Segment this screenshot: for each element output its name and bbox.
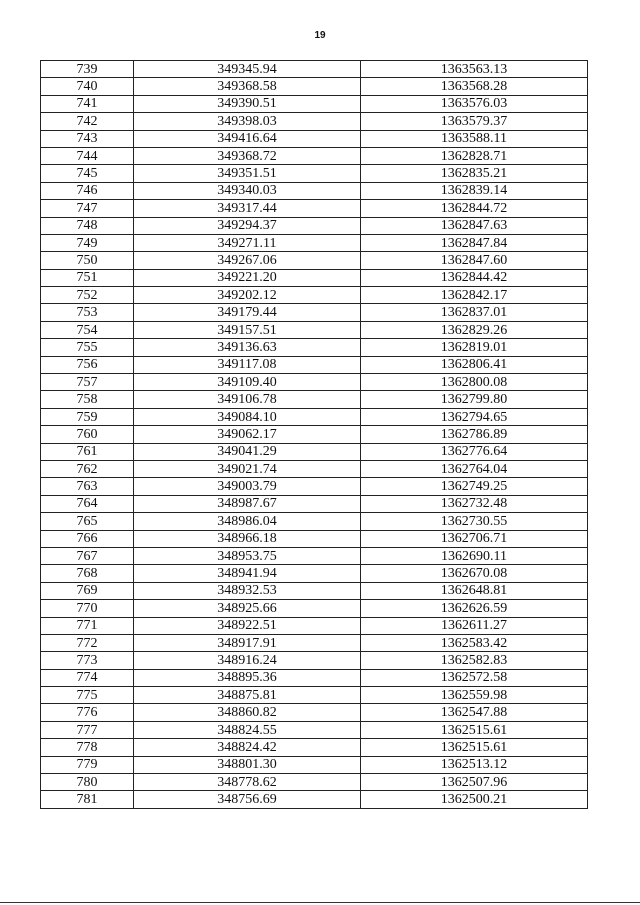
y-coordinate-cell: 1362730.55	[361, 513, 588, 530]
point-number-cell: 760	[41, 426, 134, 443]
y-coordinate-cell: 1362500.21	[361, 791, 588, 808]
x-coordinate-cell: 349390.51	[134, 95, 361, 112]
point-number-cell: 768	[41, 565, 134, 582]
table-row	[41, 269, 588, 286]
point-number-cell: 769	[41, 582, 134, 599]
x-coordinate-cell: 349136.63	[134, 339, 361, 356]
point-number-cell: 755	[41, 339, 134, 356]
table-row	[41, 339, 588, 356]
point-number-cell: 744	[41, 147, 134, 164]
x-coordinate-cell: 348917.91	[134, 634, 361, 651]
point-number-cell: 771	[41, 617, 134, 634]
y-coordinate-cell: 1363588.11	[361, 130, 588, 147]
table-row	[41, 113, 588, 130]
y-coordinate-cell: 1362847.60	[361, 252, 588, 269]
table-row	[41, 61, 588, 78]
point-number-cell: 743	[41, 130, 134, 147]
table-row	[41, 582, 588, 599]
y-coordinate-cell: 1362844.72	[361, 200, 588, 217]
point-number-cell: 751	[41, 269, 134, 286]
table-row	[41, 547, 588, 564]
x-coordinate-cell: 348925.66	[134, 600, 361, 617]
table-row	[41, 304, 588, 321]
x-coordinate-cell: 349416.64	[134, 130, 361, 147]
page-number: 19	[314, 30, 326, 41]
point-number-cell: 776	[41, 704, 134, 721]
y-coordinate-cell: 1363563.13	[361, 61, 588, 78]
table-row	[41, 234, 588, 251]
point-number-cell: 748	[41, 217, 134, 234]
point-number-cell: 745	[41, 165, 134, 182]
x-coordinate-cell: 349021.74	[134, 460, 361, 477]
table-row	[41, 252, 588, 269]
point-number-cell: 775	[41, 687, 134, 704]
x-coordinate-cell: 348941.94	[134, 565, 361, 582]
table-row	[41, 774, 588, 791]
table-row	[41, 669, 588, 686]
point-number-cell: 778	[41, 739, 134, 756]
y-coordinate-cell: 1362839.14	[361, 182, 588, 199]
point-number-cell: 753	[41, 304, 134, 321]
point-number-cell: 758	[41, 391, 134, 408]
point-number-cell: 763	[41, 478, 134, 495]
point-number-cell: 774	[41, 669, 134, 686]
y-coordinate-cell: 1362559.98	[361, 687, 588, 704]
y-coordinate-cell: 1363568.28	[361, 78, 588, 95]
x-coordinate-cell: 349157.51	[134, 321, 361, 338]
table-row	[41, 460, 588, 477]
y-coordinate-cell: 1362547.88	[361, 704, 588, 721]
y-coordinate-cell: 1362786.89	[361, 426, 588, 443]
point-number-cell: 740	[41, 78, 134, 95]
point-number-cell: 766	[41, 530, 134, 547]
table-row	[41, 687, 588, 704]
y-coordinate-cell: 1362806.41	[361, 356, 588, 373]
point-number-cell: 750	[41, 252, 134, 269]
y-coordinate-cell: 1362828.71	[361, 147, 588, 164]
table-row	[41, 565, 588, 582]
y-coordinate-cell: 1362648.81	[361, 582, 588, 599]
table-row	[41, 617, 588, 634]
x-coordinate-cell: 349062.17	[134, 426, 361, 443]
y-coordinate-cell: 1362829.26	[361, 321, 588, 338]
table-row	[41, 721, 588, 738]
x-coordinate-cell: 348932.53	[134, 582, 361, 599]
table-row	[41, 652, 588, 669]
point-number-cell: 759	[41, 408, 134, 425]
y-coordinate-cell: 1362837.01	[361, 304, 588, 321]
x-coordinate-cell: 349351.51	[134, 165, 361, 182]
x-coordinate-cell: 349117.08	[134, 356, 361, 373]
table-row	[41, 791, 588, 808]
coordinates-table	[40, 60, 588, 809]
x-coordinate-cell: 348875.81	[134, 687, 361, 704]
x-coordinate-cell: 348987.67	[134, 495, 361, 512]
table-row	[41, 200, 588, 217]
table-row	[41, 426, 588, 443]
point-number-cell: 742	[41, 113, 134, 130]
x-coordinate-cell: 349317.44	[134, 200, 361, 217]
y-coordinate-cell: 1362764.04	[361, 460, 588, 477]
table-row	[41, 600, 588, 617]
point-number-cell: 754	[41, 321, 134, 338]
x-coordinate-cell: 349221.20	[134, 269, 361, 286]
point-number-cell: 779	[41, 756, 134, 773]
x-coordinate-cell: 348778.62	[134, 774, 361, 791]
x-coordinate-cell: 349340.03	[134, 182, 361, 199]
x-coordinate-cell: 348966.18	[134, 530, 361, 547]
y-coordinate-cell: 1362844.42	[361, 269, 588, 286]
point-number-cell: 765	[41, 513, 134, 530]
table-row	[41, 287, 588, 304]
table-row	[41, 147, 588, 164]
x-coordinate-cell: 348824.42	[134, 739, 361, 756]
bottom-rule	[0, 902, 640, 903]
point-number-cell: 772	[41, 634, 134, 651]
point-number-cell: 761	[41, 443, 134, 460]
point-number-cell: 757	[41, 374, 134, 391]
y-coordinate-cell: 1362670.08	[361, 565, 588, 582]
y-coordinate-cell: 1363579.37	[361, 113, 588, 130]
y-coordinate-cell: 1362749.25	[361, 478, 588, 495]
table-row	[41, 704, 588, 721]
x-coordinate-cell: 349041.29	[134, 443, 361, 460]
table-row	[41, 374, 588, 391]
x-coordinate-cell: 349084.10	[134, 408, 361, 425]
x-coordinate-cell: 349294.37	[134, 217, 361, 234]
point-number-cell: 770	[41, 600, 134, 617]
table-row	[41, 443, 588, 460]
table-row	[41, 165, 588, 182]
y-coordinate-cell: 1362819.01	[361, 339, 588, 356]
y-coordinate-cell: 1362800.08	[361, 374, 588, 391]
point-number-cell: 756	[41, 356, 134, 373]
y-coordinate-cell: 1362835.21	[361, 165, 588, 182]
y-coordinate-cell: 1362706.71	[361, 530, 588, 547]
point-number-cell: 781	[41, 791, 134, 808]
y-coordinate-cell: 1362611.27	[361, 617, 588, 634]
table-row	[41, 513, 588, 530]
y-coordinate-cell: 1362847.63	[361, 217, 588, 234]
y-coordinate-cell: 1362583.42	[361, 634, 588, 651]
x-coordinate-cell: 348986.04	[134, 513, 361, 530]
table-row	[41, 78, 588, 95]
y-coordinate-cell: 1362515.61	[361, 739, 588, 756]
y-coordinate-cell: 1362582.83	[361, 652, 588, 669]
y-coordinate-cell: 1362515.61	[361, 721, 588, 738]
x-coordinate-cell: 349271.11	[134, 234, 361, 251]
point-number-cell: 752	[41, 287, 134, 304]
x-coordinate-cell: 349003.79	[134, 478, 361, 495]
y-coordinate-cell: 1362732.48	[361, 495, 588, 512]
point-number-cell: 746	[41, 182, 134, 199]
x-coordinate-cell: 348824.55	[134, 721, 361, 738]
x-coordinate-cell: 348895.36	[134, 669, 361, 686]
x-coordinate-cell: 349368.58	[134, 78, 361, 95]
x-coordinate-cell: 349202.12	[134, 287, 361, 304]
point-number-cell: 777	[41, 721, 134, 738]
x-coordinate-cell: 348801.30	[134, 756, 361, 773]
table-row	[41, 217, 588, 234]
y-coordinate-cell: 1362776.64	[361, 443, 588, 460]
x-coordinate-cell: 348860.82	[134, 704, 361, 721]
table-row	[41, 495, 588, 512]
point-number-cell: 762	[41, 460, 134, 477]
y-coordinate-cell: 1363576.03	[361, 95, 588, 112]
point-number-cell: 739	[41, 61, 134, 78]
x-coordinate-cell: 349106.78	[134, 391, 361, 408]
y-coordinate-cell: 1362799.80	[361, 391, 588, 408]
x-coordinate-cell: 348953.75	[134, 547, 361, 564]
table-row	[41, 130, 588, 147]
point-number-cell: 741	[41, 95, 134, 112]
point-number-cell: 749	[41, 234, 134, 251]
y-coordinate-cell: 1362507.96	[361, 774, 588, 791]
x-coordinate-cell: 349398.03	[134, 113, 361, 130]
y-coordinate-cell: 1362690.11	[361, 547, 588, 564]
point-number-cell: 773	[41, 652, 134, 669]
table-row	[41, 634, 588, 651]
table-row	[41, 356, 588, 373]
coordinates-table-body	[41, 61, 588, 809]
table-row	[41, 756, 588, 773]
table-row	[41, 478, 588, 495]
y-coordinate-cell: 1362626.59	[361, 600, 588, 617]
x-coordinate-cell: 348916.24	[134, 652, 361, 669]
table-row	[41, 530, 588, 547]
x-coordinate-cell: 349345.94	[134, 61, 361, 78]
y-coordinate-cell: 1362847.84	[361, 234, 588, 251]
table-row	[41, 321, 588, 338]
table-row	[41, 391, 588, 408]
x-coordinate-cell: 348756.69	[134, 791, 361, 808]
x-coordinate-cell: 349368.72	[134, 147, 361, 164]
table-row	[41, 182, 588, 199]
table-row	[41, 408, 588, 425]
y-coordinate-cell: 1362513.12	[361, 756, 588, 773]
table-row	[41, 95, 588, 112]
y-coordinate-cell: 1362842.17	[361, 287, 588, 304]
x-coordinate-cell: 349179.44	[134, 304, 361, 321]
x-coordinate-cell: 349109.40	[134, 374, 361, 391]
point-number-cell: 764	[41, 495, 134, 512]
table-row	[41, 739, 588, 756]
point-number-cell: 767	[41, 547, 134, 564]
point-number-cell: 780	[41, 774, 134, 791]
y-coordinate-cell: 1362572.58	[361, 669, 588, 686]
point-number-cell: 747	[41, 200, 134, 217]
y-coordinate-cell: 1362794.65	[361, 408, 588, 425]
x-coordinate-cell: 349267.06	[134, 252, 361, 269]
x-coordinate-cell: 348922.51	[134, 617, 361, 634]
